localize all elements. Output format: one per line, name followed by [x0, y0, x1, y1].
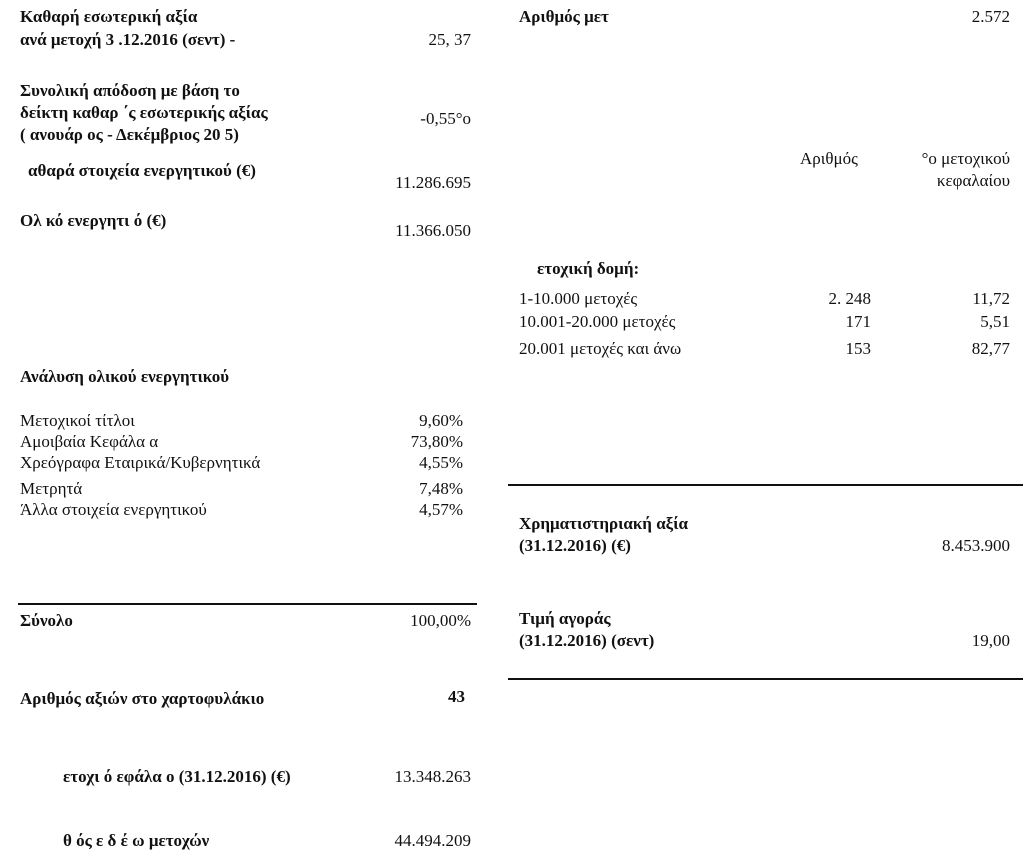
structure-number: 153 [845, 339, 871, 358]
price-value: 19,00 [971, 631, 1010, 650]
market-value: 8.453.900 [942, 536, 1010, 555]
return-value: -0,55°o [420, 109, 471, 128]
return-label-line3: ( ανουάρ ος - Δεκέμβριος 20 5) [20, 125, 239, 144]
total-divider [18, 603, 477, 605]
structure-range: 1-10.000 μετοχές [519, 289, 638, 308]
portfolio-count-label: Αριθμός αξιών στο χαρτοφυλάκιο [20, 689, 265, 708]
holders-value: 2.572 [971, 7, 1010, 26]
shares-count-label: θ ός ε δ έ ω μετοχών [63, 831, 210, 850]
structure-percent: 5,51 [980, 312, 1010, 331]
structure-heading: ετοχική δομή: [537, 259, 640, 278]
holders-label: Αριθμός μετ [519, 7, 609, 26]
allocation-label: Μετρητά [20, 479, 83, 498]
column-number-header: Αριθμός [800, 149, 858, 168]
market-divider [508, 484, 1023, 486]
nav-label-line1: Καθαρή εσωτερική αξία [20, 7, 198, 26]
total-assets-label: Ολ κό ενεργητι ό (€) [20, 211, 167, 230]
structure-number: 171 [845, 312, 871, 331]
net-assets-label: αθαρά στοιχεία ενεργητικού (€) [28, 161, 256, 180]
structure-percent: 82,77 [971, 339, 1010, 358]
column-percent-header-line2: κεφαλαίου [936, 171, 1010, 190]
price-divider [508, 678, 1023, 680]
total-value: 100,00% [410, 611, 471, 630]
allocation-label: Μετοχικοί τίτλοι [20, 411, 135, 430]
return-label-line1: Συνολική απόδοση με βάση το [20, 81, 240, 100]
net-assets-value: 11.286.695 [395, 173, 471, 192]
nav-value: 25, 37 [428, 30, 471, 49]
return-label-line2: δείκτη καθαρ ΄ς εσωτερικής αξίας [20, 103, 268, 122]
allocation-label: Χρεόγραφα Εταιρικά/Κυβερνητικά [20, 453, 261, 472]
allocation-value: 9,60% [419, 411, 463, 430]
structure-number: 2. 248 [828, 289, 871, 308]
market-value-label-line1: Χρηματιστηριακή αξία [519, 514, 689, 533]
portfolio-count-value: 43 [448, 687, 465, 706]
share-capital-label: ετοχι ό εφάλα ο (31.12.2016) (€) [63, 767, 291, 786]
total-label: Σύνολο [20, 611, 73, 630]
column-percent-header-line1: °o μετοχικού [921, 149, 1010, 168]
structure-percent: 11,72 [972, 289, 1010, 308]
structure-range: 20.001 μετοχές και άνω [519, 339, 682, 358]
allocation-label: Άλλα στοιχεία ενεργητικού [20, 500, 207, 519]
nav-label-line2: ανά μετοχή 3 .12.2016 (σεντ) - [20, 30, 236, 49]
analysis-heading: Ανάλυση ολικού ενεργητικού [20, 367, 230, 386]
allocation-label: Αμοιβαία Κεφάλα α [20, 432, 159, 451]
structure-range: 10.001-20.000 μετοχές [519, 312, 676, 331]
share-capital-value: 13.348.263 [394, 767, 471, 786]
price-label-line1: Τιμή αγοράς [519, 609, 611, 628]
allocation-value: 4,55% [419, 453, 463, 472]
allocation-value: 4,57% [419, 500, 463, 519]
market-value-label-line2: (31.12.2016) (€) [519, 536, 631, 555]
allocation-value: 7,48% [419, 479, 463, 498]
allocation-value: 73,80% [410, 432, 463, 451]
shares-count-value: 44.494.209 [394, 831, 471, 850]
total-assets-value: 11.366.050 [395, 221, 471, 240]
price-label-line2: (31.12.2016) (σεντ) [519, 631, 655, 650]
